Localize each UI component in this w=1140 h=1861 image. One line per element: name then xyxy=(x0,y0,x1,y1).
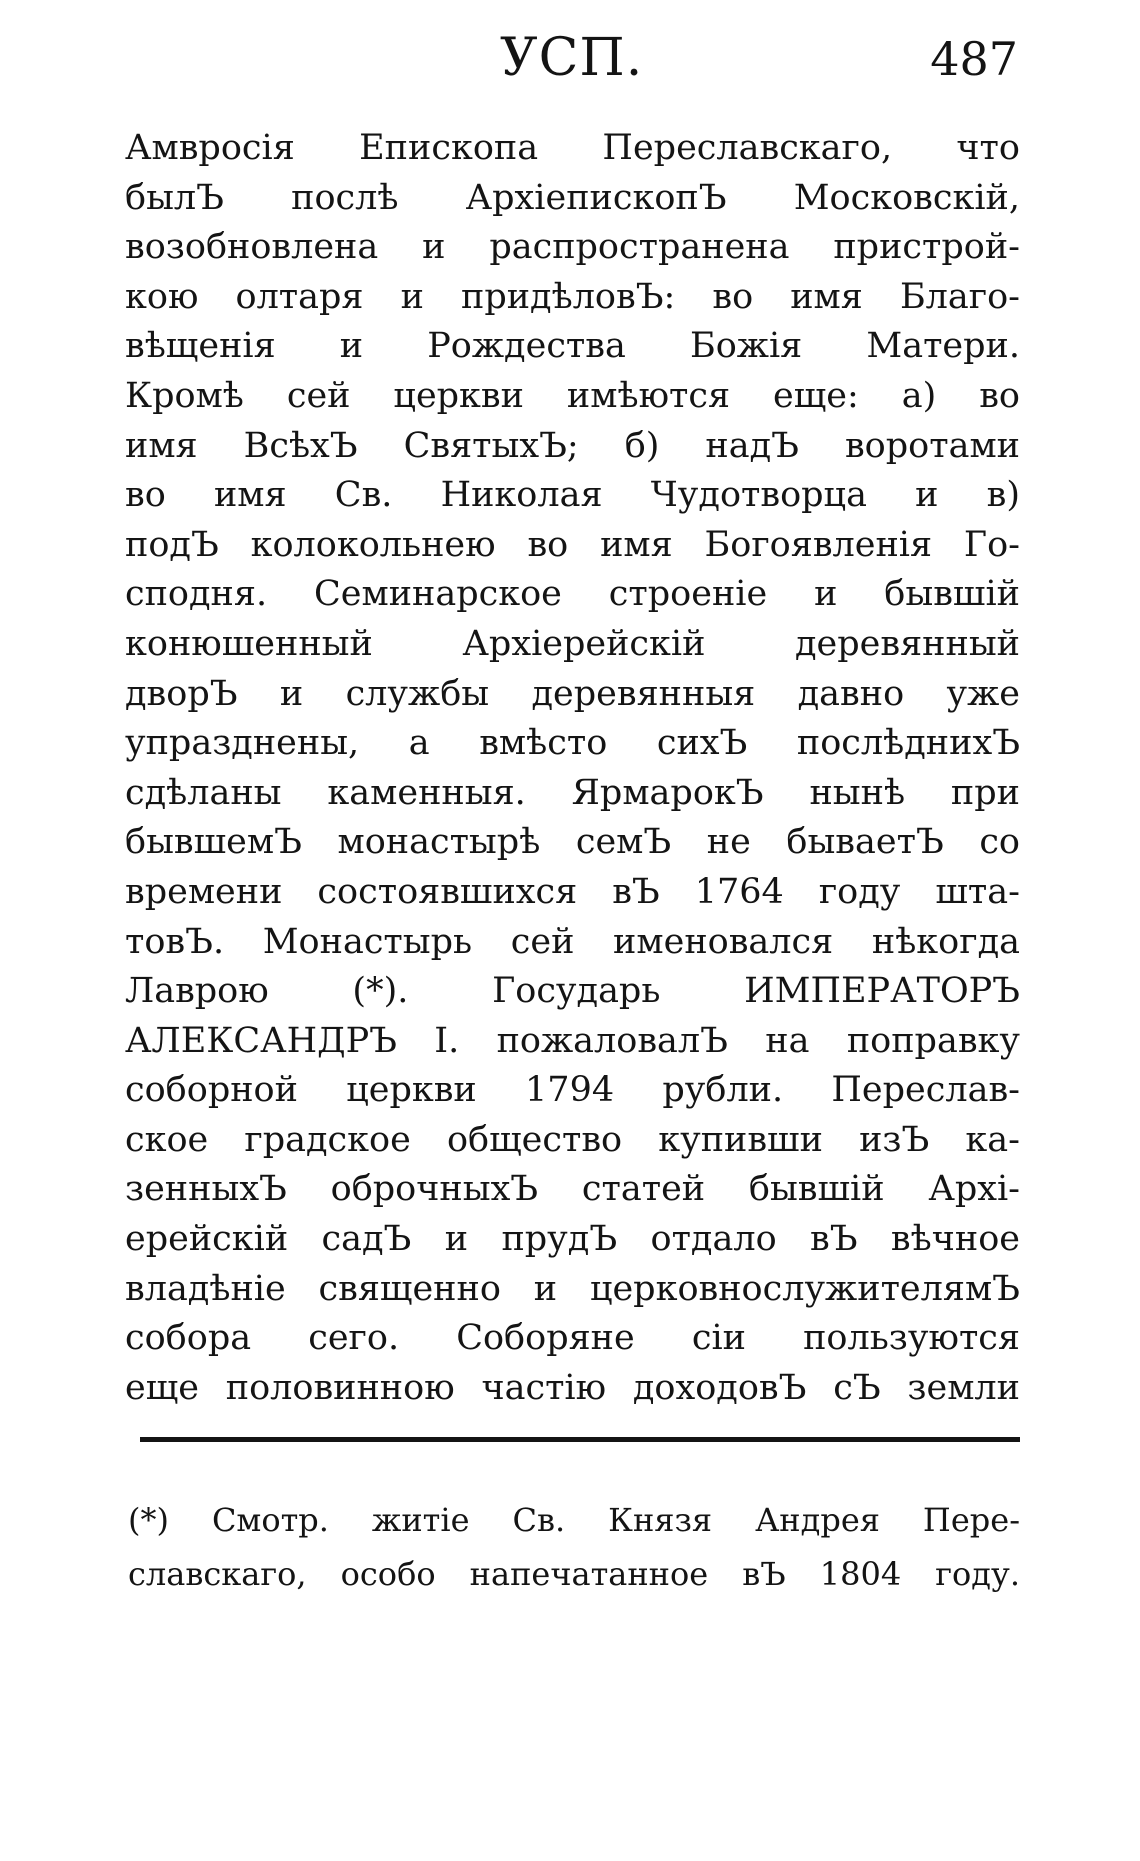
footnote-line: (*) Смотр. житіе Св. Князя Андрея Пере- xyxy=(128,1501,1020,1539)
footnote-line: славскаго, особо напечатанное вЪ 1804 году. xyxy=(128,1555,1020,1593)
text-line: Амвросія Епископа Переславскаго, что xyxy=(125,128,1020,168)
text-line: соборной церкви 1794 рубли. Переслав- xyxy=(125,1070,1020,1111)
footnote-divider xyxy=(140,1437,1020,1442)
text-line: Лаврою (*). Государь ИМПЕРАТОРЪ xyxy=(125,971,1020,1012)
text-line: времени состоявшихся вЪ 1764 году шта- xyxy=(125,871,1020,912)
text-line: подЪ колокольнею во имя Богоявленія Го- xyxy=(125,524,1020,565)
text-line: имя ВсѣхЪ СвятыхЪ; б) надЪ воротами xyxy=(125,425,1020,466)
text-line: упразднены, а вмѣсто сихЪ послѣднихЪ xyxy=(125,723,1020,764)
main-text xyxy=(125,124,1020,1413)
text-line: Кромѣ сей церкви имѣются еще: а) во xyxy=(125,375,1020,416)
running-head: УСП. xyxy=(500,28,644,88)
text-line: товЪ. Монастырь сей именовался нѣкогда xyxy=(125,921,1020,962)
text-line: во имя Св. Николая Чудотворца и в) xyxy=(125,475,1020,516)
text-line: бывшемЪ монастырѣ семЪ не бываетЪ со xyxy=(125,822,1020,863)
text-line: вѣщенія и Рождества Божія Матери. xyxy=(125,326,1020,367)
text-line: АЛЕКСАНДРЪ I. пожаловалЪ на поправку xyxy=(125,1020,1020,1061)
page-header xyxy=(128,28,1018,98)
text-line: кою олтаря и придѣловЪ: во имя Благо- xyxy=(125,276,1020,317)
text-line: возобновлена и распространена пристрой- xyxy=(125,227,1020,268)
page-number: 487 xyxy=(930,32,1018,86)
text-line: ерейскій садЪ и прудЪ отдало вЪ вѣчное xyxy=(125,1219,1020,1260)
text-line: сподня. Семинарское строеніе и бывшій xyxy=(125,574,1020,615)
text-line: еще половинною частію доходовЪ сЪ земли xyxy=(125,1367,1020,1408)
text-line: сдѣланы каменныя. ЯрмарокЪ нынѣ при xyxy=(125,772,1020,813)
text-line: владѣніе священно и церковнослужителямЪ xyxy=(125,1268,1020,1309)
text-line: конюшенный Архіерейскій деревянный xyxy=(125,623,1020,664)
text-line: былЪ послѣ АрхіепископЪ Московскій, xyxy=(125,177,1020,218)
text-line: собора сего. Соборяне сіи пользуются xyxy=(125,1318,1020,1359)
text-line: ское градское общество купивши изЪ ка- xyxy=(125,1119,1020,1160)
text-line: зенныхЪ оброчныхЪ статей бывшій Архі- xyxy=(125,1169,1020,1210)
footnote xyxy=(128,1493,1020,1601)
text-line: дворЪ и службы деревянныя давно уже xyxy=(125,673,1020,714)
